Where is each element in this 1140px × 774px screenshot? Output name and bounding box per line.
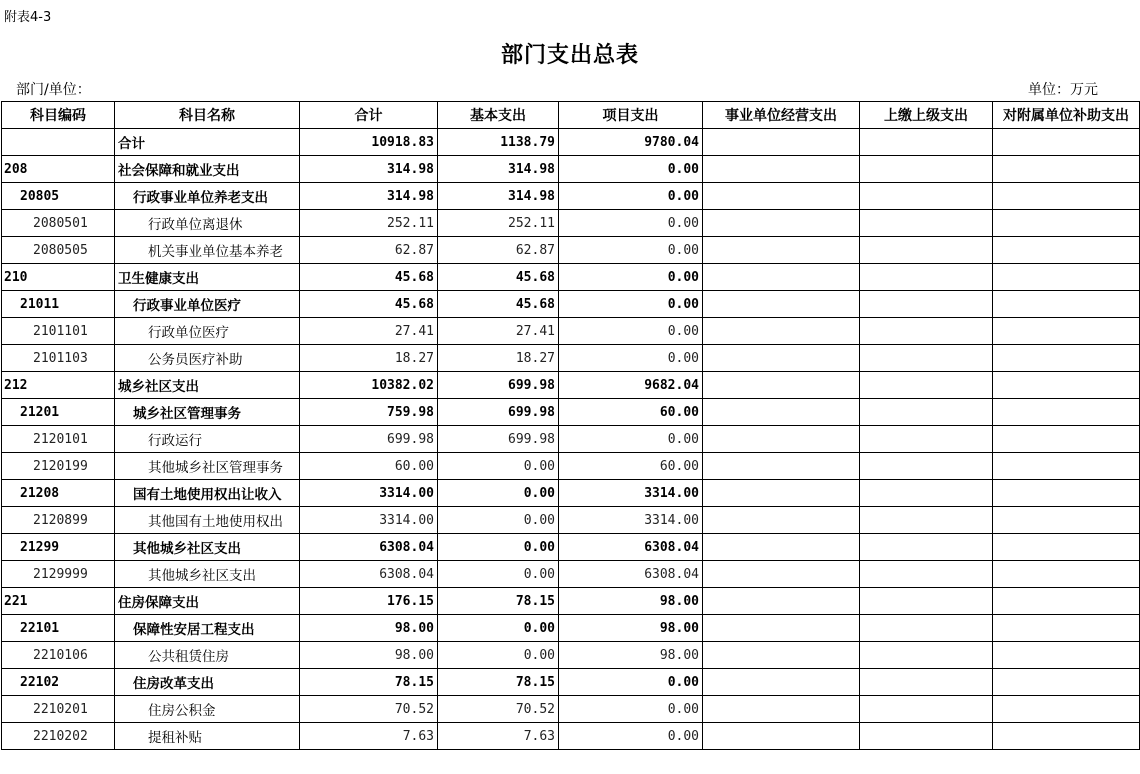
row-code: 212 [2, 372, 115, 399]
row-project: 98.00 [559, 642, 703, 669]
table-row [2, 372, 1140, 399]
unit-label: 单位：万元 [1028, 82, 1098, 98]
row-code: 2210106 [2, 642, 115, 669]
row-basic: 0.00 [438, 507, 559, 534]
row-remit [860, 318, 993, 345]
row-basic: 314.98 [438, 156, 559, 183]
row-subsidy [993, 588, 1140, 615]
row-basic: 1138.79 [438, 129, 559, 156]
row-business [703, 291, 860, 318]
row-name: 住房保障支出 [115, 588, 300, 615]
row-name: 住房改革支出 [115, 669, 300, 696]
row-subsidy [993, 129, 1140, 156]
row-code: 21201 [2, 399, 115, 426]
table-row [2, 426, 1140, 453]
row-business [703, 723, 860, 750]
table-row [2, 183, 1140, 210]
row-total: 45.68 [300, 264, 438, 291]
row-total: 78.15 [300, 669, 438, 696]
row-project: 0.00 [559, 264, 703, 291]
row-business [703, 507, 860, 534]
row-code: 2101101 [2, 318, 115, 345]
row-basic: 0.00 [438, 534, 559, 561]
row-remit [860, 210, 993, 237]
row-business [703, 210, 860, 237]
row-basic: 27.41 [438, 318, 559, 345]
row-name: 社会保障和就业支出 [115, 156, 300, 183]
row-business [703, 588, 860, 615]
row-business [703, 399, 860, 426]
row-basic: 699.98 [438, 426, 559, 453]
table-row [2, 534, 1140, 561]
row-total: 314.98 [300, 156, 438, 183]
row-name: 其他城乡社区支出 [115, 561, 300, 588]
row-basic: 70.52 [438, 696, 559, 723]
row-project: 98.00 [559, 588, 703, 615]
row-name: 合计 [115, 129, 300, 156]
row-remit [860, 642, 993, 669]
row-subsidy [993, 534, 1140, 561]
table-row [2, 318, 1140, 345]
row-code: 21299 [2, 534, 115, 561]
col-header-remit: 上缴上级支出 [860, 102, 993, 129]
row-subsidy [993, 453, 1140, 480]
row-business [703, 534, 860, 561]
row-total: 60.00 [300, 453, 438, 480]
row-remit [860, 723, 993, 750]
row-business [703, 156, 860, 183]
row-total: 314.98 [300, 183, 438, 210]
row-code: 210 [2, 264, 115, 291]
row-name: 行政事业单位养老支出 [115, 183, 300, 210]
row-business [703, 642, 860, 669]
row-project: 0.00 [559, 669, 703, 696]
row-basic: 0.00 [438, 561, 559, 588]
table-row [2, 453, 1140, 480]
row-subsidy [993, 480, 1140, 507]
row-code: 2210201 [2, 696, 115, 723]
row-total: 3314.00 [300, 480, 438, 507]
row-code: 20805 [2, 183, 115, 210]
row-subsidy [993, 318, 1140, 345]
table-row [2, 696, 1140, 723]
row-subsidy [993, 264, 1140, 291]
row-name: 其他城乡社区管理事务 [115, 453, 300, 480]
row-remit [860, 453, 993, 480]
row-basic: 699.98 [438, 372, 559, 399]
table-row [2, 723, 1140, 750]
row-name: 保障性安居工程支出 [115, 615, 300, 642]
row-subsidy [993, 210, 1140, 237]
col-header-code: 科目编码 [2, 102, 115, 129]
row-remit [860, 345, 993, 372]
row-code: 2101103 [2, 345, 115, 372]
row-project: 9780.04 [559, 129, 703, 156]
row-name: 卫生健康支出 [115, 264, 300, 291]
row-code [2, 129, 115, 156]
table-row [2, 210, 1140, 237]
row-remit [860, 264, 993, 291]
row-remit [860, 129, 993, 156]
row-project: 0.00 [559, 291, 703, 318]
row-business [703, 237, 860, 264]
row-code: 22101 [2, 615, 115, 642]
row-subsidy [993, 291, 1140, 318]
table-row [2, 507, 1140, 534]
row-remit [860, 561, 993, 588]
row-basic: 0.00 [438, 615, 559, 642]
table-row [2, 561, 1140, 588]
table-row [2, 237, 1140, 264]
row-project: 0.00 [559, 183, 703, 210]
row-project: 0.00 [559, 426, 703, 453]
row-code: 2120101 [2, 426, 115, 453]
row-project: 60.00 [559, 453, 703, 480]
row-total: 176.15 [300, 588, 438, 615]
row-name: 行政运行 [115, 426, 300, 453]
row-subsidy [993, 696, 1140, 723]
row-total: 18.27 [300, 345, 438, 372]
row-total: 7.63 [300, 723, 438, 750]
row-subsidy [993, 426, 1140, 453]
row-project: 60.00 [559, 399, 703, 426]
row-remit [860, 237, 993, 264]
row-project: 0.00 [559, 723, 703, 750]
row-total: 759.98 [300, 399, 438, 426]
row-name: 城乡社区支出 [115, 372, 300, 399]
row-basic: 78.15 [438, 588, 559, 615]
row-code: 2129999 [2, 561, 115, 588]
row-name: 行政单位医疗 [115, 318, 300, 345]
row-project: 0.00 [559, 696, 703, 723]
table-row [2, 615, 1140, 642]
row-total: 98.00 [300, 642, 438, 669]
row-code: 2080505 [2, 237, 115, 264]
row-basic: 0.00 [438, 453, 559, 480]
row-business [703, 372, 860, 399]
row-subsidy [993, 615, 1140, 642]
row-remit [860, 696, 993, 723]
row-basic: 18.27 [438, 345, 559, 372]
row-subsidy [993, 372, 1140, 399]
row-remit [860, 183, 993, 210]
row-project: 0.00 [559, 345, 703, 372]
row-name: 住房公积金 [115, 696, 300, 723]
col-header-project: 项目支出 [559, 102, 703, 129]
row-remit [860, 156, 993, 183]
row-business [703, 264, 860, 291]
row-business [703, 426, 860, 453]
row-project: 6308.04 [559, 561, 703, 588]
row-total: 6308.04 [300, 534, 438, 561]
row-project: 3314.00 [559, 480, 703, 507]
row-remit [860, 372, 993, 399]
row-name: 公共租赁住房 [115, 642, 300, 669]
row-subsidy [993, 723, 1140, 750]
col-header-business: 事业单位经营支出 [703, 102, 860, 129]
row-business [703, 318, 860, 345]
col-header-subsidy: 对附属单位补助支出 [993, 102, 1140, 129]
col-header-total: 合计 [300, 102, 438, 129]
row-remit [860, 480, 993, 507]
attachment-label: 附表4-3 [4, 10, 52, 25]
row-business [703, 561, 860, 588]
row-total: 45.68 [300, 291, 438, 318]
row-code: 2080501 [2, 210, 115, 237]
row-subsidy [993, 507, 1140, 534]
row-business [703, 129, 860, 156]
page-title: 部门支出总表 [500, 43, 639, 68]
row-business [703, 480, 860, 507]
row-subsidy [993, 399, 1140, 426]
row-name: 行政事业单位医疗 [115, 291, 300, 318]
table-row [2, 642, 1140, 669]
table-row [2, 156, 1140, 183]
row-name: 提租补贴 [115, 723, 300, 750]
row-subsidy [993, 237, 1140, 264]
row-subsidy [993, 669, 1140, 696]
row-code: 22102 [2, 669, 115, 696]
row-basic: 0.00 [438, 642, 559, 669]
row-code: 2210202 [2, 723, 115, 750]
row-basic: 7.63 [438, 723, 559, 750]
row-name: 其他国有土地使用权出 [115, 507, 300, 534]
row-total: 10382.02 [300, 372, 438, 399]
table-row [2, 264, 1140, 291]
row-business [703, 615, 860, 642]
row-total: 10918.83 [300, 129, 438, 156]
row-remit [860, 588, 993, 615]
row-total: 27.41 [300, 318, 438, 345]
row-remit [860, 507, 993, 534]
row-basic: 0.00 [438, 480, 559, 507]
row-project: 0.00 [559, 318, 703, 345]
row-remit [860, 615, 993, 642]
row-total: 699.98 [300, 426, 438, 453]
col-header-basic: 基本支出 [438, 102, 559, 129]
row-basic: 62.87 [438, 237, 559, 264]
row-code: 2120199 [2, 453, 115, 480]
row-project: 98.00 [559, 615, 703, 642]
table-row [2, 399, 1140, 426]
row-project: 6308.04 [559, 534, 703, 561]
expenditure-table [1, 101, 1140, 750]
row-subsidy [993, 156, 1140, 183]
row-basic: 699.98 [438, 399, 559, 426]
row-subsidy [993, 183, 1140, 210]
row-basic: 252.11 [438, 210, 559, 237]
row-code: 208 [2, 156, 115, 183]
row-remit [860, 534, 993, 561]
table-row [2, 588, 1140, 615]
row-business [703, 453, 860, 480]
row-total: 6308.04 [300, 561, 438, 588]
row-code: 21011 [2, 291, 115, 318]
row-basic: 45.68 [438, 264, 559, 291]
row-business [703, 345, 860, 372]
table-row [2, 480, 1140, 507]
table-header-row [2, 102, 1140, 129]
row-total: 70.52 [300, 696, 438, 723]
row-project: 9682.04 [559, 372, 703, 399]
table-row [2, 291, 1140, 318]
row-code: 2120899 [2, 507, 115, 534]
row-total: 3314.00 [300, 507, 438, 534]
row-remit [860, 399, 993, 426]
table-row [2, 129, 1140, 156]
row-basic: 45.68 [438, 291, 559, 318]
row-code: 221 [2, 588, 115, 615]
row-basic: 78.15 [438, 669, 559, 696]
table-row [2, 669, 1140, 696]
row-name: 公务员医疗补助 [115, 345, 300, 372]
row-name: 其他城乡社区支出 [115, 534, 300, 561]
row-name: 城乡社区管理事务 [115, 399, 300, 426]
row-remit [860, 669, 993, 696]
row-subsidy [993, 345, 1140, 372]
row-remit [860, 426, 993, 453]
row-name: 国有土地使用权出让收入 [115, 480, 300, 507]
row-subsidy [993, 642, 1140, 669]
row-business [703, 696, 860, 723]
row-subsidy [993, 561, 1140, 588]
col-header-name: 科目名称 [115, 102, 300, 129]
row-total: 252.11 [300, 210, 438, 237]
dept-label: 部门/单位： [16, 82, 91, 98]
row-total: 62.87 [300, 237, 438, 264]
row-name: 行政单位离退休 [115, 210, 300, 237]
row-project: 3314.00 [559, 507, 703, 534]
row-project: 0.00 [559, 156, 703, 183]
row-project: 0.00 [559, 210, 703, 237]
row-business [703, 183, 860, 210]
row-remit [860, 291, 993, 318]
row-code: 21208 [2, 480, 115, 507]
table-row [2, 345, 1140, 372]
row-name: 机关事业单位基本养老 [115, 237, 300, 264]
row-total: 98.00 [300, 615, 438, 642]
row-project: 0.00 [559, 237, 703, 264]
row-basic: 314.98 [438, 183, 559, 210]
row-business [703, 669, 860, 696]
